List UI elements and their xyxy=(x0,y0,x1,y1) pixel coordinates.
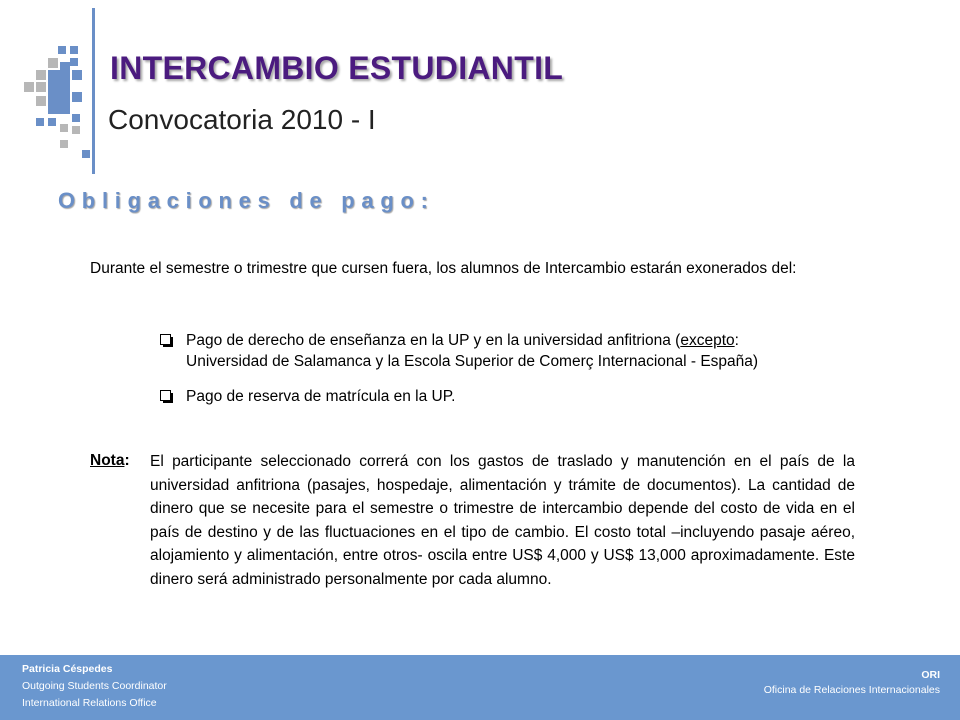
bullet-text-start: Pago de derecho de enseñanza en la UP y en la universidad anfitriona ( xyxy=(186,332,681,349)
footer-bar xyxy=(0,655,960,720)
page-title: INTERCAMBIO ESTUDIANTIL xyxy=(110,50,564,86)
note-paragraph: El participante seleccionado correrá con los gastos de traslado y manutención en el país de la universidad anfitriona (pasajes, hospedaje, alimentación y trámite de documentos). La cantidad de dinero que se necesite para el semestre o trimestre de intercambio depende del costo de vida en el país de destino y de las fluctuaciones en el tipo de cambio. El costo total –incluyendo pasaje aéreo, alojamiento y alimentación, entre otros- oscila entre US$ 4,000 y US$ 13,000 aproximadamente. Este dinero será administrado personalmente por cada alumno. xyxy=(150,453,855,588)
note-label xyxy=(90,452,130,470)
footer-office-es: Oficina de Relaciones Internacionales xyxy=(763,684,940,696)
footer-contact xyxy=(22,661,167,712)
intro-paragraph: Durante el semestre o trimestre que cursen fuera, los alumnos de Intercambio estarán exonerados del: xyxy=(90,260,797,277)
checkbox-bullet-icon xyxy=(160,390,171,401)
note-label-colon: : xyxy=(124,452,130,469)
footer-organization xyxy=(764,668,940,698)
bullet-text-underlined: excepto xyxy=(680,332,735,349)
footer-role: Outgoing Students Coordinator xyxy=(22,680,167,692)
bullet-text-end: : Universidad de Salamanca y la Escola Superior de Comerç Internacional - España) xyxy=(186,332,759,370)
exemption-list xyxy=(160,330,800,407)
note-label-text: Nota xyxy=(90,452,125,469)
footer-office: International Relations Office xyxy=(22,697,157,709)
footer-name: Patricia Céspedes xyxy=(22,663,113,675)
list-item xyxy=(160,330,800,372)
bullet-text: Pago de reserva de matrícula en la UP. xyxy=(186,388,456,405)
page-subtitle: Convocatoria 2010 - I xyxy=(108,104,376,135)
list-item xyxy=(160,386,800,407)
header-vertical-rule xyxy=(92,8,95,174)
footer-abbreviation: ORI xyxy=(921,669,940,681)
section-heading: Obligaciones de pago: xyxy=(58,188,435,213)
checkbox-bullet-icon xyxy=(160,334,171,345)
